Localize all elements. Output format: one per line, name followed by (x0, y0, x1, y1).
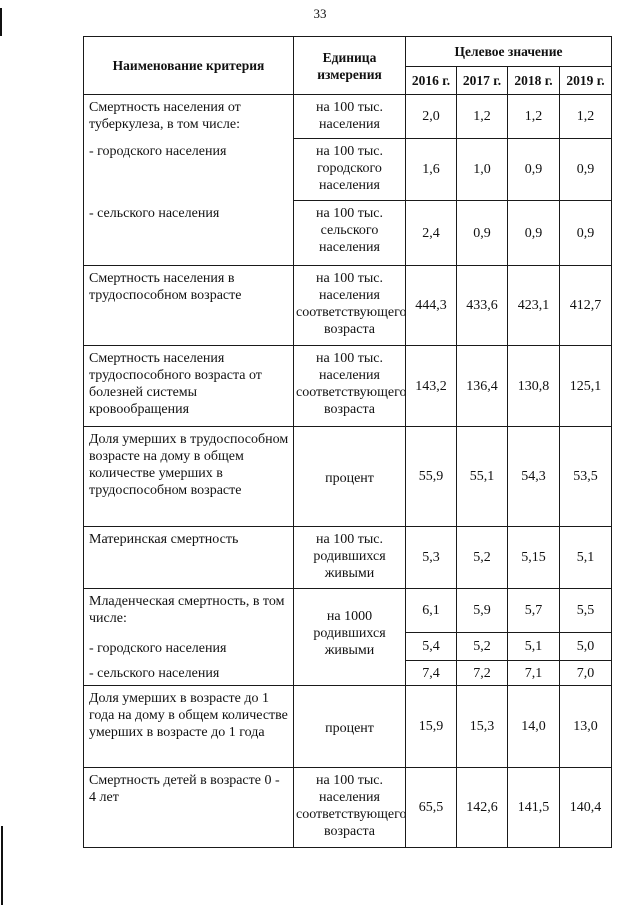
table-row (84, 201, 612, 266)
unit-cell: процент (294, 427, 406, 527)
criterion-cell: Материнская смертность (84, 527, 294, 589)
table-row (84, 589, 612, 633)
criteria-table (83, 36, 612, 848)
table-row (84, 95, 612, 139)
unit-cell: на 100 тыс. населения (294, 95, 406, 139)
value-cell: 5,9 (457, 589, 508, 633)
value-cell: 1,0 (457, 139, 508, 201)
scan-edge-mark (1, 826, 3, 905)
value-cell: 0,9 (508, 201, 560, 266)
value-cell: 0,9 (457, 201, 508, 266)
value-cell: 5,1 (508, 633, 560, 661)
value-cell: 2,0 (406, 95, 457, 139)
unit-cell: на 100 тыс. родившихся живыми (294, 527, 406, 589)
page-number: 33 (313, 6, 327, 21)
value-cell: 141,5 (508, 768, 560, 848)
value-cell: 7,1 (508, 661, 560, 686)
value-cell: 5,15 (508, 527, 560, 589)
table-row (84, 266, 612, 346)
value-cell: 53,5 (560, 427, 612, 527)
value-cell: 125,1 (560, 346, 612, 427)
criterion-cell: Младенческая смертность, в том числе: (84, 589, 294, 633)
table-row (84, 768, 612, 848)
value-cell: 5,5 (560, 589, 612, 633)
criterion-cell: - городского населения (84, 633, 294, 661)
criterion-cell: Доля умерших в возрасте до 1 года на дому в общем количестве умерших в возрасте до 1 года (84, 686, 294, 768)
value-cell: 2,4 (406, 201, 457, 266)
unit-header: Единица измерения (294, 37, 406, 95)
value-cell: 1,2 (508, 95, 560, 139)
value-cell: 7,2 (457, 661, 508, 686)
value-cell: 0,9 (508, 139, 560, 201)
unit-cell: на 100 тыс. населения соответствующего возраста (294, 346, 406, 427)
value-cell: 142,6 (457, 768, 508, 848)
unit-cell: на 100 тыс. городского населения (294, 139, 406, 201)
table-row (84, 686, 612, 768)
header-row (84, 37, 612, 67)
value-cell: 1,2 (457, 95, 508, 139)
criterion-cell: - городского населения (84, 139, 294, 201)
value-cell: 5,1 (560, 527, 612, 589)
target-value-header: Целевое значение (406, 37, 612, 67)
year-header: 2018 г. (508, 67, 560, 95)
value-cell: 433,6 (457, 266, 508, 346)
unit-cell: на 1000 родившихся живыми (294, 589, 406, 686)
criterion-cell: - сельского населения (84, 201, 294, 266)
value-cell: 13,0 (560, 686, 612, 768)
value-cell: 143,2 (406, 346, 457, 427)
value-cell: 0,9 (560, 139, 612, 201)
value-cell: 1,2 (560, 95, 612, 139)
year-header: 2019 г. (560, 67, 612, 95)
criterion-cell: Смертность населения трудоспособного возраста от болезней системы кровообращения (84, 346, 294, 427)
value-cell: 65,5 (406, 768, 457, 848)
value-cell: 0,9 (560, 201, 612, 266)
value-cell: 136,4 (457, 346, 508, 427)
unit-cell: на 100 тыс. населения соответствующего возраста (294, 266, 406, 346)
value-cell: 14,0 (508, 686, 560, 768)
table-row (84, 527, 612, 589)
criterion-cell: - сельского населения (84, 661, 294, 686)
value-cell: 5,2 (457, 527, 508, 589)
value-cell: 444,3 (406, 266, 457, 346)
value-cell: 5,4 (406, 633, 457, 661)
value-cell: 412,7 (560, 266, 612, 346)
value-cell: 130,8 (508, 346, 560, 427)
value-cell: 5,2 (457, 633, 508, 661)
value-cell: 6,1 (406, 589, 457, 633)
year-header: 2017 г. (457, 67, 508, 95)
table-row (84, 427, 612, 527)
value-cell: 7,0 (560, 661, 612, 686)
value-cell: 1,6 (406, 139, 457, 201)
value-cell: 55,1 (457, 427, 508, 527)
value-cell: 5,3 (406, 527, 457, 589)
scan-edge-mark (0, 8, 2, 36)
value-cell: 5,7 (508, 589, 560, 633)
criterion-cell: Смертность населения в трудоспособном возрасте (84, 266, 294, 346)
criterion-header: Наименование критерия (84, 37, 294, 95)
value-cell: 54,3 (508, 427, 560, 527)
value-cell: 15,9 (406, 686, 457, 768)
unit-cell: процент (294, 686, 406, 768)
value-cell: 140,4 (560, 768, 612, 848)
unit-cell: на 100 тыс. населения соответствующего возраста (294, 768, 406, 848)
criterion-cell: Доля умерших в трудоспособном возрасте на дому в общем количестве умерших в трудоспособном возрасте (84, 427, 294, 527)
unit-cell: на 100 тыс. сельского населения (294, 201, 406, 266)
table-row (84, 139, 612, 201)
value-cell: 15,3 (457, 686, 508, 768)
table-row (84, 346, 612, 427)
value-cell: 7,4 (406, 661, 457, 686)
criterion-cell: Смертность детей в возрасте 0 - 4 лет (84, 768, 294, 848)
value-cell: 5,0 (560, 633, 612, 661)
year-header: 2016 г. (406, 67, 457, 95)
criterion-cell: Смертность населения от туберкулеза, в том числе: (84, 95, 294, 139)
value-cell: 423,1 (508, 266, 560, 346)
value-cell: 55,9 (406, 427, 457, 527)
